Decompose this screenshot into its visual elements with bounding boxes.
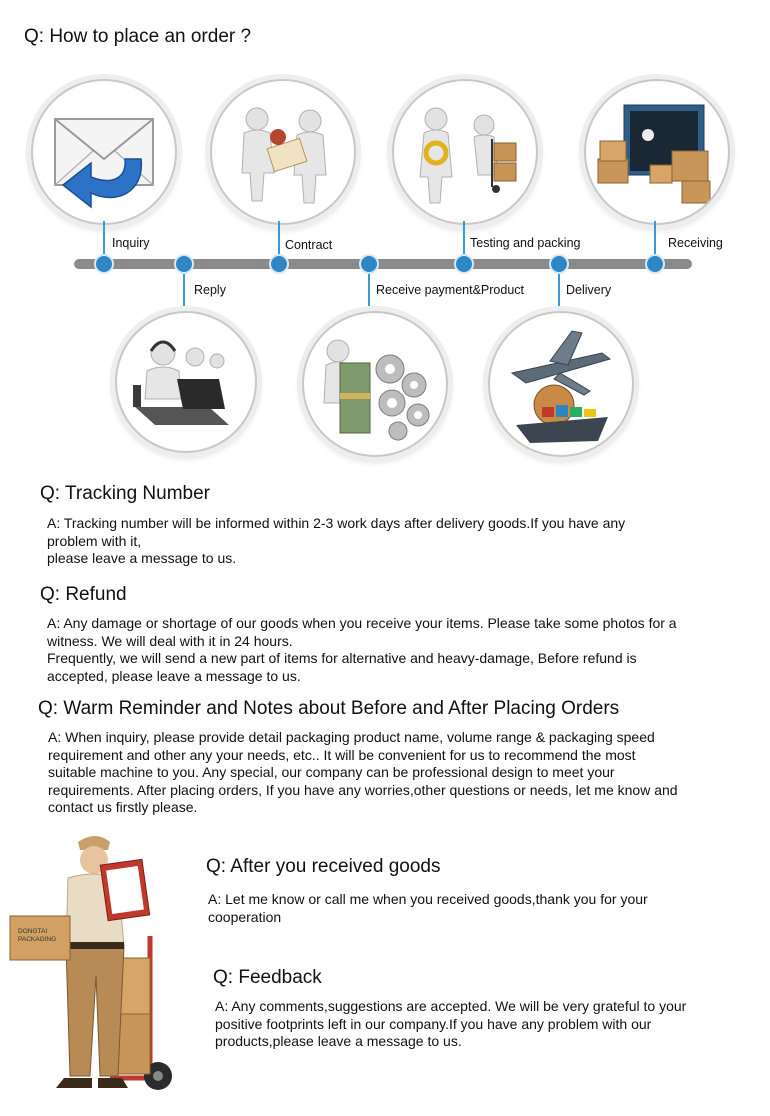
box-text-line-1: DONGTAI: [18, 928, 48, 935]
step-label-inquiry: Inquiry: [112, 236, 150, 250]
step-label-reply: Reply: [194, 283, 226, 297]
stem-inquiry: [103, 221, 105, 257]
timeline-dot-contract: [269, 254, 289, 274]
faq-answer-refund: [47, 615, 677, 685]
answer-line: A: Any comments,suggestions are accepted. We will be very grateful to your positive footprints left in our company.If you have any problem with our products,please leave a message to us.: [215, 998, 687, 1049]
faq-answer-after-received: [208, 891, 688, 926]
timeline-dot-payment: [359, 254, 379, 274]
stem-testing: [463, 221, 465, 257]
answer-line: A: Any damage or shortage of our goods when you receive your items. Please take some photos for a witness. We will deal with it in 24 hours.: [47, 615, 677, 649]
faq-answer-tracking: [47, 515, 677, 568]
order-timeline-bar: [74, 259, 692, 269]
answer-line: A: When inquiry, please provide detail packaging product name, volume range & packaging speed requirement and other any your needs, etc.. It will be convenient for us to recommend the most suitable machine to you. Any special, our company can be professional design to meet your requirements. After placing orders, If you have any worries,other questions or needs, let me know and contact us firstly please.: [48, 729, 678, 815]
faq-question-after-received: Q: After you received goods: [206, 856, 441, 877]
stem-delivery: [558, 270, 560, 306]
faq-answer-feedback: [215, 998, 715, 1051]
delivery-plane-ship-illustration: [488, 311, 634, 457]
faq-question-reminder: Q: Warm Reminder and Notes about Before and After Placing Orders: [38, 698, 620, 719]
stem-contract: [278, 221, 280, 257]
stem-reply: [183, 270, 185, 306]
step-label-testing: Testing and packing: [470, 236, 581, 250]
delivery-man-illustration: [0, 826, 200, 1111]
stem-payment: [368, 270, 370, 306]
contract-handshake-illustration: [210, 79, 356, 225]
step-label-contract: Contract: [285, 238, 333, 252]
faq-answer-reminder: [48, 729, 678, 817]
answer-line: A: Let me know or call me when you received goods,thank you for your cooperation: [208, 891, 648, 925]
faq-question-refund: Q: Refund: [40, 584, 127, 605]
stem-receiving: [654, 221, 656, 257]
timeline-dot-receiving: [645, 254, 665, 274]
answer-line: Frequently, we will send a new part of items for alternative and heavy-damage, Before refund is accepted, please leave a message to us.: [47, 650, 637, 684]
payment-gears-illustration: [302, 311, 448, 457]
step-label-receiving: Receiving: [668, 236, 723, 250]
answer-line: A: Tracking number will be informed within 2-3 work days after delivery goods.If you have any problem with it,: [47, 515, 626, 549]
faq-question-feedback: Q: Feedback: [213, 967, 322, 988]
reply-call-center-illustration: [115, 311, 257, 453]
step-label-payment: Receive payment&Product: [376, 283, 524, 297]
order-section-title: Q: How to place an order ?: [24, 26, 252, 47]
timeline-dot-inquiry: [94, 254, 114, 274]
timeline-dot-testing: [454, 254, 474, 274]
testing-packing-illustration: [392, 79, 538, 225]
receiving-container-illustration: [584, 79, 730, 225]
faq-question-tracking: Q: Tracking Number: [40, 483, 210, 504]
box-text-line-2: PACKAGING: [18, 936, 57, 943]
timeline-dot-reply: [174, 254, 194, 274]
timeline-dot-delivery: [549, 254, 569, 274]
inquiry-envelope-illustration: [31, 79, 177, 225]
step-label-delivery: Delivery: [566, 283, 612, 297]
answer-line: please leave a message to us.: [47, 550, 237, 566]
